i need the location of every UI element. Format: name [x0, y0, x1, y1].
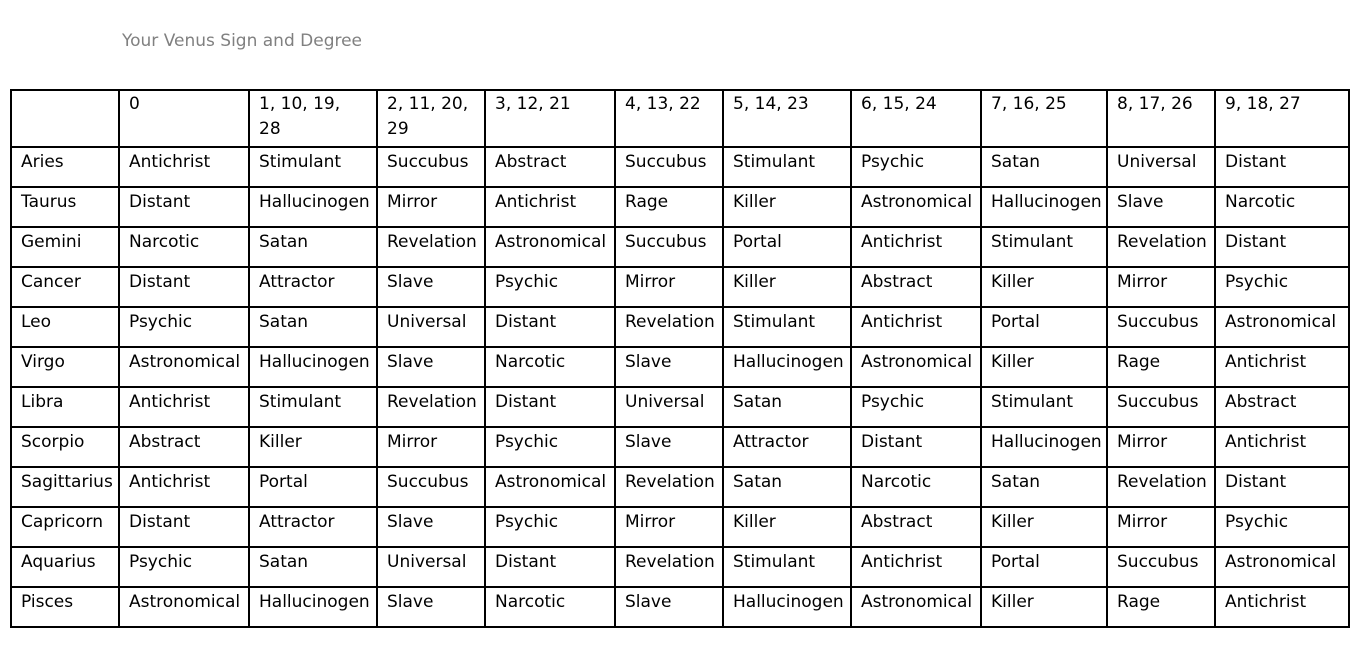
table-cell: Hallucinogen — [249, 587, 377, 627]
table-cell: Psychic — [851, 387, 981, 427]
header-row — [11, 90, 1349, 147]
table-cell: Mirror — [377, 427, 485, 467]
table-cell: Mirror — [1107, 427, 1215, 467]
table-cell: Hallucinogen — [723, 347, 851, 387]
header-cell-degree: 4, 13, 22 — [615, 90, 723, 147]
table-cell: Killer — [981, 587, 1107, 627]
header-cell-degree: 1, 10, 19, 28 — [249, 90, 377, 147]
header-cell-degree: 8, 17, 26 — [1107, 90, 1215, 147]
table-row — [11, 147, 1349, 187]
page-title: Your Venus Sign and Degree — [122, 31, 363, 51]
table-cell: Distant — [1215, 467, 1349, 507]
table-cell: Abstract — [485, 147, 615, 187]
table-row — [11, 347, 1349, 387]
table-cell: Narcotic — [851, 467, 981, 507]
table-cell: Revelation — [615, 307, 723, 347]
table-cell: Universal — [1107, 147, 1215, 187]
table-cell: Mirror — [615, 507, 723, 547]
table-cell: Universal — [377, 307, 485, 347]
table-cell: Universal — [377, 547, 485, 587]
table-row — [11, 227, 1349, 267]
table-cell: Slave — [377, 347, 485, 387]
table-cell: Astronomical — [119, 347, 249, 387]
table-cell: Satan — [981, 147, 1107, 187]
table-cell: Killer — [249, 427, 377, 467]
table-cell: Killer — [723, 267, 851, 307]
table-cell: Succubus — [1107, 387, 1215, 427]
table-cell: Antichrist — [851, 227, 981, 267]
table-row — [11, 387, 1349, 427]
table-cell: Killer — [981, 347, 1107, 387]
table-cell: Portal — [723, 227, 851, 267]
table-cell: Revelation — [377, 387, 485, 427]
table-cell: Succubus — [1107, 307, 1215, 347]
table-cell: Succubus — [377, 147, 485, 187]
table-cell: Attractor — [249, 267, 377, 307]
table-cell: Revelation — [615, 547, 723, 587]
table-cell: Satan — [249, 547, 377, 587]
table-cell: Astronomical — [851, 187, 981, 227]
table-cell: Psychic — [485, 507, 615, 547]
row-header-sign: Aries — [11, 147, 119, 187]
table-cell: Antichrist — [119, 147, 249, 187]
table-cell: Psychic — [119, 307, 249, 347]
table-row — [11, 307, 1349, 347]
row-header-sign: Aquarius — [11, 547, 119, 587]
table-cell: Distant — [119, 507, 249, 547]
table-cell: Antichrist — [119, 467, 249, 507]
table-cell: Slave — [615, 347, 723, 387]
table-cell: Abstract — [119, 427, 249, 467]
table-cell: Slave — [615, 427, 723, 467]
table-row — [11, 427, 1349, 467]
row-header-sign: Cancer — [11, 267, 119, 307]
row-header-sign: Taurus — [11, 187, 119, 227]
table-cell: Killer — [981, 267, 1107, 307]
table-cell: Psychic — [119, 547, 249, 587]
header-cell-degree: 0 — [119, 90, 249, 147]
table-cell: Satan — [249, 307, 377, 347]
header-cell-degree: 5, 14, 23 — [723, 90, 851, 147]
table-cell: Distant — [119, 267, 249, 307]
row-header-sign: Sagittarius — [11, 467, 119, 507]
table-cell: Hallucinogen — [723, 587, 851, 627]
table-cell: Stimulant — [981, 387, 1107, 427]
row-header-sign: Virgo — [11, 347, 119, 387]
table-cell: Distant — [485, 387, 615, 427]
table-cell: Killer — [981, 507, 1107, 547]
table-cell: Antichrist — [119, 387, 249, 427]
table-cell: Astronomical — [851, 587, 981, 627]
table-cell: Satan — [249, 227, 377, 267]
table-cell: Antichrist — [485, 187, 615, 227]
table-cell: Astronomical — [485, 227, 615, 267]
table-cell: Narcotic — [119, 227, 249, 267]
table-cell: Slave — [377, 507, 485, 547]
table-cell: Universal — [615, 387, 723, 427]
table-cell: Psychic — [1215, 267, 1349, 307]
table-cell: Rage — [615, 187, 723, 227]
table-cell: Succubus — [615, 227, 723, 267]
table-cell: Satan — [981, 467, 1107, 507]
table-row — [11, 587, 1349, 627]
table-cell: Astronomical — [1215, 307, 1349, 347]
table-cell: Abstract — [1215, 387, 1349, 427]
table-cell: Psychic — [485, 427, 615, 467]
table-cell: Distant — [119, 187, 249, 227]
table-cell: Abstract — [851, 507, 981, 547]
table-cell: Stimulant — [723, 147, 851, 187]
table-cell: Distant — [851, 427, 981, 467]
header-cell-degree: 3, 12, 21 — [485, 90, 615, 147]
table-cell: Attractor — [723, 427, 851, 467]
header-cell-degree: 2, 11, 20, 29 — [377, 90, 485, 147]
table-cell: Antichrist — [851, 547, 981, 587]
table-cell: Distant — [485, 547, 615, 587]
table-cell: Narcotic — [1215, 187, 1349, 227]
table-cell: Attractor — [249, 507, 377, 547]
table-cell: Stimulant — [723, 307, 851, 347]
table-cell: Mirror — [615, 267, 723, 307]
table-cell: Stimulant — [981, 227, 1107, 267]
table-cell: Astronomical — [851, 347, 981, 387]
table-cell: Narcotic — [485, 347, 615, 387]
table-row — [11, 547, 1349, 587]
table-row — [11, 187, 1349, 227]
table-cell: Astronomical — [1215, 547, 1349, 587]
table-cell: Psychic — [485, 267, 615, 307]
table-cell: Mirror — [1107, 507, 1215, 547]
table-cell: Succubus — [615, 147, 723, 187]
table-cell: Satan — [723, 387, 851, 427]
table-cell: Astronomical — [485, 467, 615, 507]
table-cell: Hallucinogen — [981, 427, 1107, 467]
header-cell-degree: 6, 15, 24 — [851, 90, 981, 147]
table-cell: Portal — [981, 307, 1107, 347]
row-header-sign: Gemini — [11, 227, 119, 267]
table-row — [11, 267, 1349, 307]
table-cell: Mirror — [377, 187, 485, 227]
table-cell: Portal — [981, 547, 1107, 587]
table-cell: Abstract — [851, 267, 981, 307]
table-cell: Succubus — [1107, 547, 1215, 587]
table-cell: Slave — [377, 587, 485, 627]
table-cell: Psychic — [1215, 507, 1349, 547]
header-cell-corner — [11, 90, 119, 147]
header-cell-degree: 7, 16, 25 — [981, 90, 1107, 147]
table-cell: Portal — [249, 467, 377, 507]
row-header-sign: Libra — [11, 387, 119, 427]
table-cell: Hallucinogen — [249, 187, 377, 227]
row-header-sign: Pisces — [11, 587, 119, 627]
table-cell: Revelation — [377, 227, 485, 267]
table-cell: Slave — [377, 267, 485, 307]
table-cell: Revelation — [1107, 467, 1215, 507]
table-cell: Psychic — [851, 147, 981, 187]
table-cell: Killer — [723, 187, 851, 227]
table-cell: Antichrist — [851, 307, 981, 347]
table-cell: Slave — [1107, 187, 1215, 227]
table-cell: Hallucinogen — [981, 187, 1107, 227]
table-cell: Hallucinogen — [249, 347, 377, 387]
row-header-sign: Leo — [11, 307, 119, 347]
table-cell: Revelation — [1107, 227, 1215, 267]
table-cell: Rage — [1107, 347, 1215, 387]
table-cell: Mirror — [1107, 267, 1215, 307]
table-cell: Stimulant — [249, 387, 377, 427]
table-cell: Satan — [723, 467, 851, 507]
header-cell-degree: 9, 18, 27 — [1215, 90, 1349, 147]
row-header-sign: Scorpio — [11, 427, 119, 467]
row-header-sign: Capricorn — [11, 507, 119, 547]
table-cell: Astronomical — [119, 587, 249, 627]
table-body — [11, 147, 1349, 627]
venus-degree-table — [10, 89, 1350, 628]
table-cell: Distant — [485, 307, 615, 347]
table-cell: Distant — [1215, 147, 1349, 187]
table-cell: Antichrist — [1215, 587, 1349, 627]
table-row — [11, 507, 1349, 547]
table-cell: Stimulant — [249, 147, 377, 187]
table-cell: Rage — [1107, 587, 1215, 627]
table-cell: Succubus — [377, 467, 485, 507]
table-cell: Distant — [1215, 227, 1349, 267]
table-cell: Killer — [723, 507, 851, 547]
table-cell: Slave — [615, 587, 723, 627]
table-cell: Stimulant — [723, 547, 851, 587]
table-cell: Antichrist — [1215, 427, 1349, 467]
table-cell: Antichrist — [1215, 347, 1349, 387]
table-cell: Narcotic — [485, 587, 615, 627]
table-cell: Revelation — [615, 467, 723, 507]
table-row — [11, 467, 1349, 507]
